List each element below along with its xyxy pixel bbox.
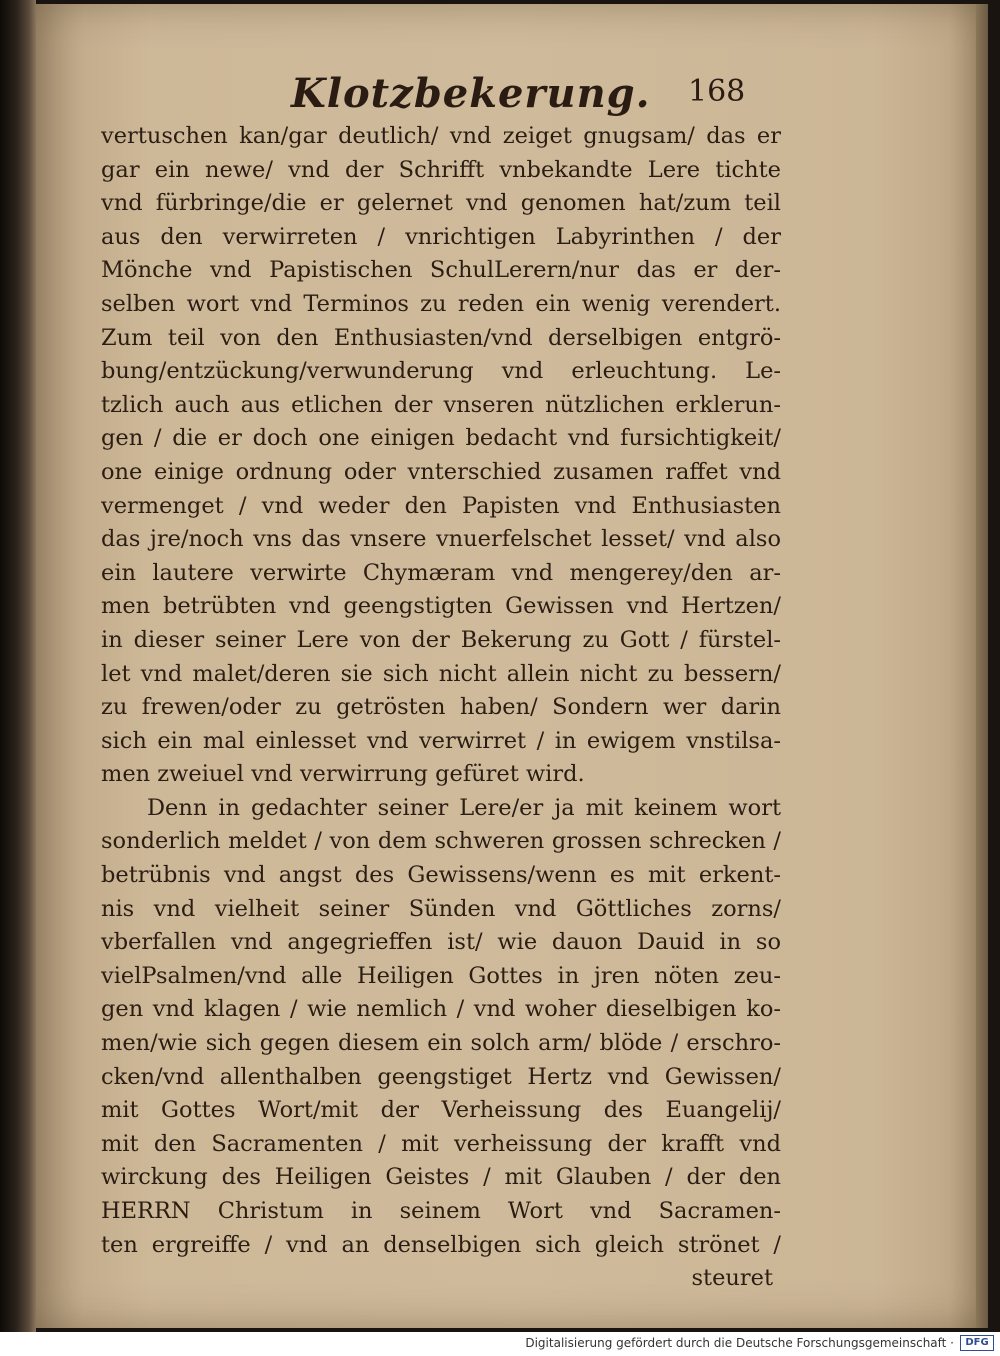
page-header	[36, 64, 988, 124]
text-line: gen / die er doch one einigen bedacht vnd fursichtigkeit/	[101, 425, 781, 452]
catchword: steuret	[691, 1265, 773, 1292]
paragraph-start-line: Denn in gedachter seiner Lere/er ja mit keinem wort	[147, 794, 781, 821]
text-line: let vnd malet/deren sie sich nicht allein nicht zu bessern/	[101, 660, 781, 687]
text-line: betrübnis vnd angst des Gewissens/wenn es mit erkent-	[101, 862, 781, 889]
text-line: men betrübten vnd geengstigten Gewissen vnd Hertzen/	[101, 593, 781, 620]
text-line: gar ein newe/ vnd der Schrifft vnbekandte Lere tichte	[101, 156, 781, 183]
text-line: sich ein mal einlesset vnd verwirret / in ewigem vnstilsa-	[101, 727, 781, 754]
text-line: vberfallen vnd angegrieffen ist/ wie dauon Dauid in so	[101, 929, 781, 956]
text-line: one einige ordnung oder vnterschied zusamen raffet vnd	[101, 458, 781, 485]
text-line: vielPsalmen/vnd alle Heiligen Gottes in jren nöten zeu-	[101, 962, 781, 989]
text-line: gen vnd klagen / wie nemlich / vnd woher dieselbigen ko-	[101, 996, 781, 1023]
text-line: vermenget / vnd weder den Papisten vnd Enthusiasten	[101, 492, 781, 519]
text-line: men/wie sich gegen diesem ein solch arm/ blöde / erschro-	[101, 1030, 781, 1057]
text-line: sonderlich meldet / von dem schweren grossen schrecken /	[101, 828, 781, 855]
text-line: vertuschen kan/gar deutlich/ vnd zeiget gnugsam/ das er	[101, 123, 781, 149]
funding-credit: Digitalisierung gefördert durch die Deutsche Forschungsgemeinschaft ·	[525, 1336, 954, 1350]
text-line: vnd fürbringe/die er gelernet vnd genomen hat/zum teil	[101, 190, 781, 217]
dfg-logo: DFG	[960, 1335, 994, 1351]
page-edge	[976, 4, 988, 1328]
text-line: nis vnd vielheit seiner Sünden vnd Göttliches zorns/	[101, 895, 781, 922]
text-line: Mönche vnd Papistischen SchulLerern/nur das er der-	[101, 257, 781, 284]
text-line: das jre/noch vns das vnsere vnuerfelschet lesset/ vnd also	[101, 526, 781, 553]
text-line: Zum teil von den Enthusiasten/vnd derselbigen entgrö-	[101, 324, 781, 351]
text-line: wirckung des Heiligen Geistes / mit Glauben / der den	[101, 1164, 781, 1191]
page-number: 168	[688, 74, 746, 109]
text-line: tzlich auch aus etlichen der vnseren nützlichen erklerun-	[101, 391, 781, 418]
running-title: Klotzbekerung.	[291, 70, 651, 117]
book-spine-shadow	[0, 0, 36, 1332]
body-text	[101, 120, 781, 1296]
footer-bar	[0, 1332, 1000, 1356]
paragraph-end-line: men zweiuel vnd verwirrung gefüret wird.	[101, 761, 585, 788]
text-line: mit Gottes Wort/mit der Verheissung des Euangelij/	[101, 1097, 781, 1124]
text-line: selben wort vnd Terminos zu reden ein wenig verendert.	[101, 290, 781, 317]
text-line: aus den verwirreten / vnrichtigen Labyrinthen / der	[101, 223, 781, 250]
text-line: ten ergreiffe / vnd an denselbigen sich gleich strönet /	[101, 1231, 781, 1258]
text-line: bung/entzückung/verwunderung vnd erleuchtung. Le-	[101, 358, 781, 385]
text-line: cken/vnd allenthalben geengstiget Hertz vnd Gewissen/	[101, 1063, 781, 1090]
text-line: HERRN Christum in seinem Wort vnd Sacramen-	[101, 1198, 781, 1224]
text-line: ein lautere verwirte Chymæram vnd mengerey/den ar-	[101, 559, 781, 586]
book-page	[36, 4, 988, 1328]
text-line: zu frewen/oder zu getrösten haben/ Sondern wer darin	[101, 694, 781, 721]
text-line: mit den Sacramenten / mit verheissung der krafft vnd	[101, 1130, 781, 1157]
text-line: in dieser seiner Lere von der Bekerung zu Gott / fürstel-	[101, 626, 781, 653]
